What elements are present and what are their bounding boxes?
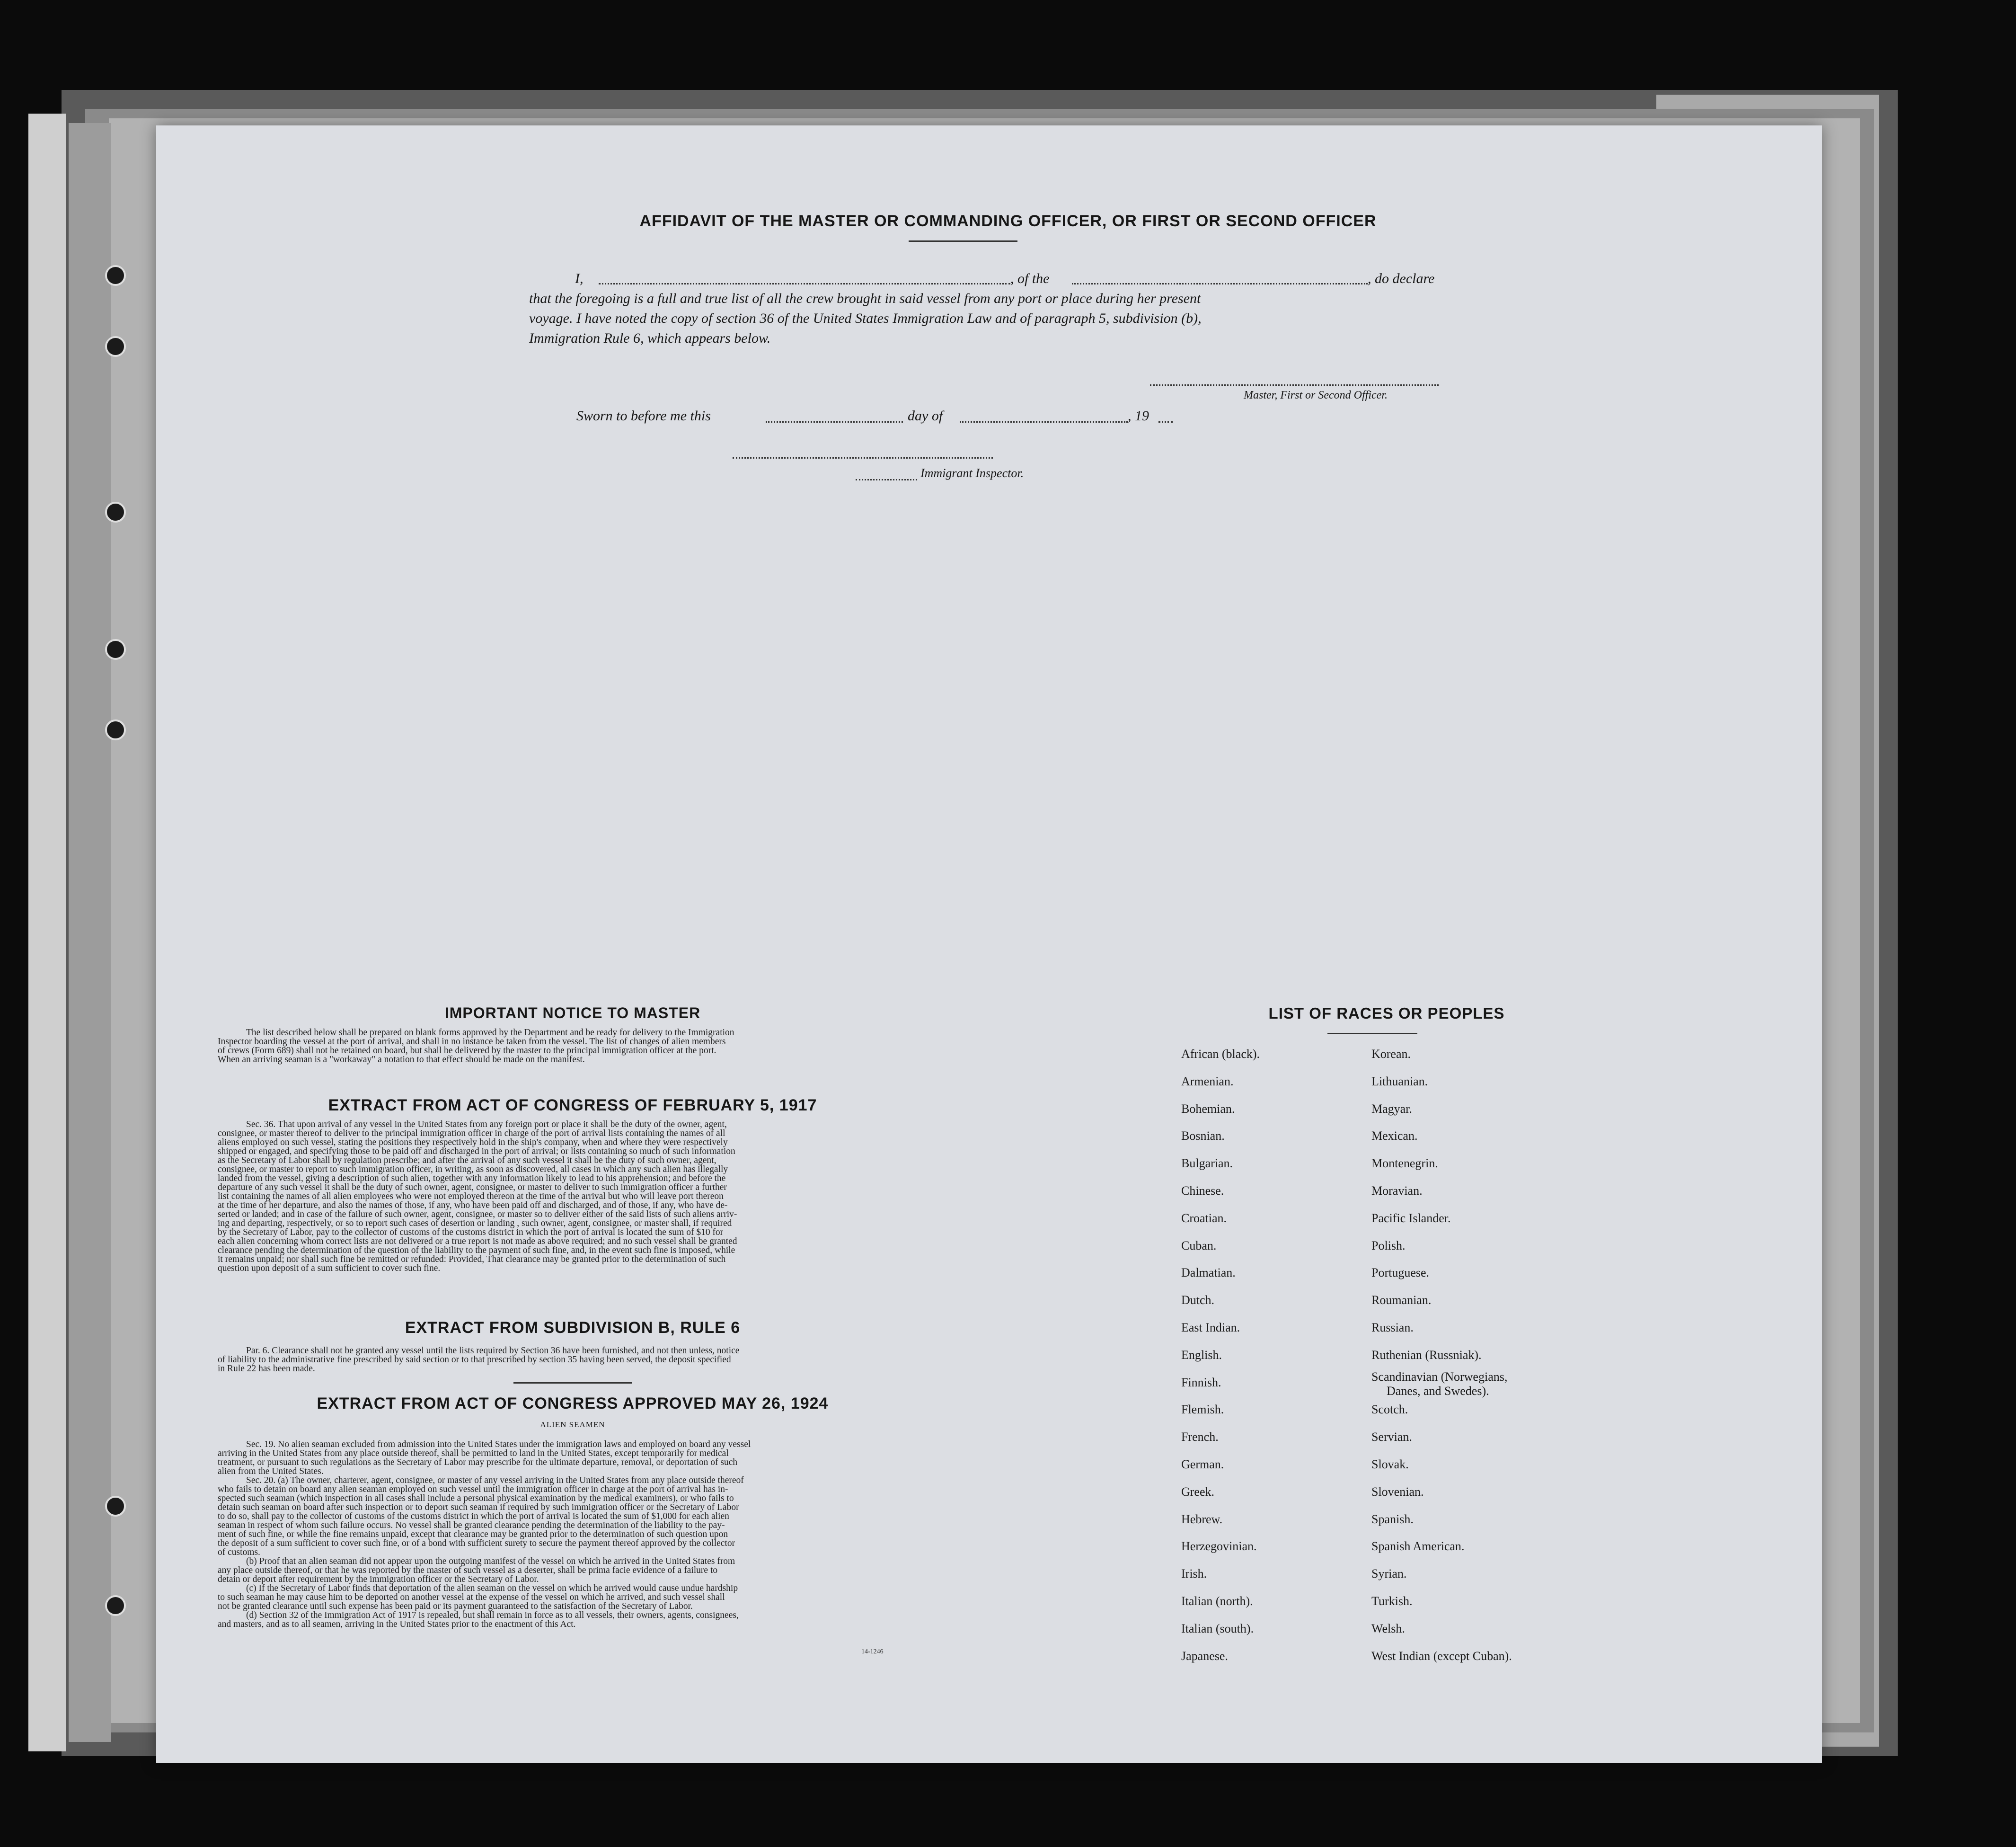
race-item: Hebrew. bbox=[1181, 1512, 1223, 1526]
extract-1917-line: list containing the names of all alien employees who were not employed thereon at the time of the arrival but who will leave port thereon bbox=[218, 1191, 724, 1201]
rule-6-line: Par. 6. Clearance shall not be granted any vessel until the lists required by Section 36 have been furnished, and not then unless, notice bbox=[246, 1346, 740, 1356]
extract-1917-line: aliens employed on such vessel, stating the positions they respectively hold in the ship's company, when and where they were respectively bbox=[218, 1137, 728, 1147]
notice-title: IMPORTANT NOTICE TO MASTER bbox=[444, 1004, 701, 1021]
race-item: Servian. bbox=[1371, 1430, 1412, 1444]
race-item: Korean. bbox=[1371, 1047, 1411, 1061]
extract-1917-title: EXTRACT FROM ACT OF CONGRESS OF FEBRUARY 5, 1917 bbox=[328, 1096, 817, 1114]
race-item: Slovenian. bbox=[1371, 1484, 1424, 1499]
race-item: Turkish. bbox=[1371, 1594, 1413, 1608]
races-title: LIST OF RACES OR PEOPLES bbox=[1268, 1004, 1505, 1022]
extract-1917-line: at the time of her departure, and also the names of those, if any, who have been paid off and discharged, and of those, if any, who have de- bbox=[218, 1200, 728, 1210]
affidavit-title: AFFIDAVIT OF THE MASTER OR COMMANDING OFFICER, OR FIRST OR SECOND OFFICER bbox=[639, 212, 1377, 230]
extract-1917-line: departure of any such vessel it shall be the duty of such owner, agent, consignee, or master to deliver to such immigration officer a further bbox=[218, 1182, 727, 1192]
extract-1924-line: (c) If the Secretary of Labor finds that deportation of the alien seaman on the vessel on which he arrived would cause undue hardship bbox=[246, 1583, 738, 1593]
race-item: English. bbox=[1181, 1348, 1222, 1362]
extract-1917-line: by the Secretary of Labor, pay to the collector of customs of the customs district in which the port of arrival is located the sum of $10 for bbox=[218, 1227, 724, 1237]
rule-6-line: in Rule 22 has been made. bbox=[218, 1364, 315, 1374]
race-item: East Indian. bbox=[1181, 1321, 1240, 1334]
notice-line: of crews (Form 689) shall not be retained on board, but shall be delivered by the master to the principal immigration officer at the port. bbox=[218, 1046, 716, 1056]
race-item: Cuban. bbox=[1181, 1238, 1217, 1252]
notice-line: The list described below shall be prepared on blank forms approved by the Department and be ready for delivery to the Immigration bbox=[246, 1028, 734, 1038]
race-item: Syrian. bbox=[1371, 1567, 1407, 1581]
form-number: 14-1246 bbox=[861, 1648, 884, 1655]
year-text: , 19 bbox=[1128, 408, 1149, 424]
race-item: Bohemian. bbox=[1181, 1101, 1235, 1116]
race-item: Croatian. bbox=[1181, 1211, 1227, 1225]
rule-6-line: of liability to the administrative fine prescribed by said section or to that prescribed by section 35 having been served, the deposit specified bbox=[218, 1355, 731, 1365]
affidavit-line-2: that the foregoing is a full and true list of all the crew brought in said vessel from any port or place during her present bbox=[529, 291, 1201, 306]
notice-text bbox=[218, 1028, 928, 1064]
extract-1924-line: seaman in respect of whom such failure occurs. No vessel shall be granted clearance pending the determination of the liability to the pay- bbox=[218, 1520, 725, 1530]
extract-1917-line: consignee, or master thereof to deliver to the principal immigration officer in charge of the port of arrival lists containing the names of all bbox=[218, 1128, 725, 1138]
vessel-name-blank[interactable] bbox=[1072, 283, 1368, 284]
extract-1917-text bbox=[218, 1120, 928, 1273]
binder-hole bbox=[105, 1496, 126, 1517]
sworn-year-blank[interactable] bbox=[1158, 421, 1173, 423]
race-item: Flemish. bbox=[1181, 1403, 1224, 1417]
extract-1924-line: spected such seaman (which inspection in all cases shall include a personal physical examination by the medical examiners), or who fails to bbox=[218, 1493, 734, 1503]
inspector-lead-line bbox=[856, 479, 917, 480]
extract-1917-line: ing and departing, respectively, or so to report such cases of desertion or landing , such owner, agent, consignee, or master shall, if required bbox=[218, 1218, 732, 1228]
binder-hole bbox=[105, 336, 126, 357]
extract-1924-line: alien from the United States. bbox=[218, 1466, 324, 1476]
extract-1924-line: arriving in the United States from any place outside thereof, shall be permitted to land in the United States, except temporarily for medical bbox=[218, 1448, 729, 1458]
section-divider bbox=[513, 1382, 632, 1384]
notice-line: Inspector boarding the vessel at the port of arrival, and shall in no instance be taken from the vessel. The list of changes of alien members bbox=[218, 1037, 726, 1047]
sworn-day-blank[interactable] bbox=[766, 421, 903, 423]
extract-1924-text bbox=[218, 1440, 928, 1629]
race-item: Scandinavian (Norwegians, bbox=[1371, 1369, 1508, 1384]
race-item: Welsh. bbox=[1371, 1621, 1405, 1635]
inspector-label: Immigrant Inspector. bbox=[920, 466, 1024, 480]
race-item: Scotch. bbox=[1371, 1403, 1408, 1417]
race-item: Slovak. bbox=[1371, 1457, 1409, 1471]
alien-seamen-subtitle: ALIEN SEAMEN bbox=[540, 1420, 605, 1429]
binder-hole bbox=[105, 265, 126, 286]
race-item: Greek. bbox=[1181, 1484, 1215, 1499]
race-item: French. bbox=[1181, 1430, 1219, 1444]
race-item-continuation: Danes, and Swedes). bbox=[1387, 1384, 1489, 1398]
affidavit-i: I, bbox=[575, 271, 584, 286]
extract-1924-line: (d) Section 32 of the Immigration Act of 1917 is repealed, but shall remain in force as to all vessels, their owners, agents, consignees, bbox=[246, 1610, 739, 1620]
binder-hole bbox=[105, 639, 126, 660]
race-item: Spanish. bbox=[1371, 1512, 1414, 1526]
race-item: Portuguese. bbox=[1371, 1266, 1430, 1280]
extract-1924-line: who fails to detain on board any alien seaman employed on such vessel until the immigration officer in charge at the port of arrival has in- bbox=[218, 1484, 728, 1494]
binder-hole bbox=[105, 1595, 126, 1616]
race-item: West Indian (except Cuban). bbox=[1371, 1649, 1512, 1663]
extract-1917-line: serted or landed; and in case of the failure of such owner, agent, consignee, or master so to deliver either of the said lists of such aliens arriv- bbox=[218, 1209, 737, 1219]
race-item: Armenian. bbox=[1181, 1074, 1234, 1088]
extract-1924-line: to do so, shall pay to the collector of customs of the customs district in which the port of arrival is located the sum of $1,000 for each alien bbox=[218, 1511, 729, 1521]
race-item: Roumanian. bbox=[1371, 1293, 1432, 1307]
race-item: Herzegovinian. bbox=[1181, 1539, 1257, 1554]
race-item: Pacific Islander. bbox=[1371, 1211, 1451, 1225]
sworn-month-blank[interactable] bbox=[960, 421, 1128, 423]
extract-1924-line: the deposit of a sum sufficient to cover such fine, or of a bond with sufficient surety to secure the payment thereof approved by the collector bbox=[218, 1538, 735, 1548]
extract-1917-line: consignee, or master to report to such immigration officer, in writing, as soon as discovered, all cases in which any such alien has illegally bbox=[218, 1164, 728, 1174]
extract-1917-line: as the Secretary of Labor shall by regulation prescribe; and after the arrival of any such vessel it shall be the duty of such owner, agent, bbox=[218, 1155, 716, 1165]
race-item: Moravian. bbox=[1371, 1184, 1423, 1198]
master-name-blank[interactable] bbox=[599, 283, 1010, 284]
race-item: German. bbox=[1181, 1457, 1224, 1471]
notice-line: When an arriving seaman is a "workaway" a notation to that effect should be made on the manifest. bbox=[218, 1055, 585, 1065]
race-item: Dalmatian. bbox=[1181, 1266, 1236, 1280]
race-item: Italian (south). bbox=[1181, 1621, 1254, 1635]
race-item: Bulgarian. bbox=[1181, 1156, 1233, 1171]
extract-1917-line: clearance pending the determination of the question of the liability to the payment of such fine, and, in the event such fine is imposed, while bbox=[218, 1245, 735, 1255]
race-item: Italian (north). bbox=[1181, 1594, 1253, 1608]
race-item: Russian. bbox=[1371, 1321, 1414, 1334]
extract-1917-line: landed from the vessel, giving a description of such alien, together with any information likely to lead to his apprehension; and before the bbox=[218, 1173, 726, 1183]
extract-1917-line: shipped or engaged, and specifying those to be paid off and discharged in the port of arrival; or lists containing so much of such information bbox=[218, 1146, 735, 1156]
affidavit-declare: , do declare bbox=[1368, 271, 1435, 286]
extract-1924-title: EXTRACT FROM ACT OF CONGRESS APPROVED MAY 26, 1924 bbox=[317, 1394, 829, 1412]
extract-1924-line: ment of such fine, or while the fine remains unpaid, except that clearance may be granted prior to the determination of such question upon bbox=[218, 1529, 728, 1539]
race-item: Montenegrin. bbox=[1371, 1156, 1438, 1171]
extract-1924-line: any place outside thereof, or that he was reported by the master of such vessel as a deserter, shall be prima facie evidence of a failure to bbox=[218, 1565, 718, 1575]
extract-1917-line: Sec. 36. That upon arrival of any vessel in the United States from any foreign port or place it shall be the duty of the owner, agent, bbox=[246, 1119, 727, 1129]
race-item: Japanese. bbox=[1181, 1649, 1228, 1663]
race-item: Mexican. bbox=[1371, 1129, 1418, 1143]
race-item: Polish. bbox=[1371, 1238, 1406, 1252]
race-item: Ruthenian (Russniak). bbox=[1371, 1348, 1482, 1362]
title-underline bbox=[909, 240, 1017, 242]
extract-1924-line: treatment, or pursuant to such regulations as the Secretary of Labor may prescribe for the ultimate departure, removal, or deportation of such bbox=[218, 1457, 738, 1467]
extract-1924-line: not be granted clearance until such expense has been paid or its payment guaranteed to the satisfaction of the Secretary of Labor. bbox=[218, 1601, 693, 1611]
extract-1917-line: question upon deposit of a sum sufficient to cover such fine. bbox=[218, 1263, 441, 1273]
extract-1917-line: it remains unpaid; nor shall such fine be remitted or refunded: Provided, That clearance may be granted prior to the determination of such bbox=[218, 1254, 726, 1264]
rule-6-title: EXTRACT FROM SUBDIVISION B, RULE 6 bbox=[405, 1319, 741, 1337]
rule-6-text bbox=[218, 1346, 928, 1373]
race-item: Finnish. bbox=[1181, 1375, 1221, 1389]
affidavit-of-the: , of the bbox=[1010, 271, 1050, 286]
sworn-text: Sworn to before me this bbox=[576, 408, 711, 424]
binder-hole bbox=[105, 719, 126, 740]
master-signature-line[interactable] bbox=[1150, 384, 1439, 386]
binder-strip bbox=[28, 114, 66, 1751]
race-item: African (black). bbox=[1181, 1047, 1260, 1061]
extract-1924-line: to such seaman he may cause him to be deported on another vessel at the expense of the vessel on which he arrived, and such vessel shall bbox=[218, 1592, 725, 1602]
affidavit-line-4: Immigration Rule 6, which appears below. bbox=[529, 330, 771, 346]
affidavit-line-3: voyage. I have noted the copy of section 36 of the United States Immigration Law and of paragraph 5, subdivision (b), bbox=[529, 311, 1202, 326]
extract-1917-line: each alien concerning whom correct lists are not delivered or a true report is not made as above required; and no such vessel shall be granted bbox=[218, 1236, 737, 1246]
race-item: Lithuanian. bbox=[1371, 1074, 1428, 1088]
extract-1924-line: of customs. bbox=[218, 1547, 260, 1557]
race-item: Bosnian. bbox=[1181, 1129, 1225, 1143]
extract-1924-line: Sec. 20. (a) The owner, charterer, agent, consignee, or master of any vessel arriving in the United States from any place outside thereof bbox=[246, 1475, 744, 1485]
master-signature-label: Master, First or Second Officer. bbox=[1244, 389, 1388, 401]
extract-1924-line: detain or deport after requirement by the immigration officer or the Secretary of Labor. bbox=[218, 1574, 539, 1584]
race-item: Magyar. bbox=[1371, 1101, 1412, 1116]
race-item: Spanish American. bbox=[1371, 1539, 1465, 1554]
binder-strip bbox=[69, 123, 111, 1742]
extract-1924-line: and masters, and as to all seamen, arriving in the United States prior to the enactment of this Act. bbox=[218, 1619, 576, 1629]
day-of-text: day of bbox=[908, 408, 943, 424]
race-item: Dutch. bbox=[1181, 1293, 1215, 1307]
race-item: Irish. bbox=[1181, 1567, 1207, 1581]
race-item: Chinese. bbox=[1181, 1184, 1224, 1198]
extract-1924-line: (b) Proof that an alien seaman did not appear upon the outgoing manifest of the vessel on which he arrived in the United States from bbox=[246, 1556, 735, 1566]
races-title-underline bbox=[1327, 1033, 1417, 1034]
extract-1924-line: Sec. 19. No alien seaman excluded from admission into the United States under the immigration laws and employed on board any vessel bbox=[246, 1439, 751, 1449]
inspector-signature-line[interactable] bbox=[733, 457, 993, 459]
extract-1924-line: detain such seaman on board after such inspection or to deport such seaman if required by such immigration officer or the Secretary of Labor bbox=[218, 1502, 739, 1512]
binder-hole bbox=[105, 502, 126, 523]
